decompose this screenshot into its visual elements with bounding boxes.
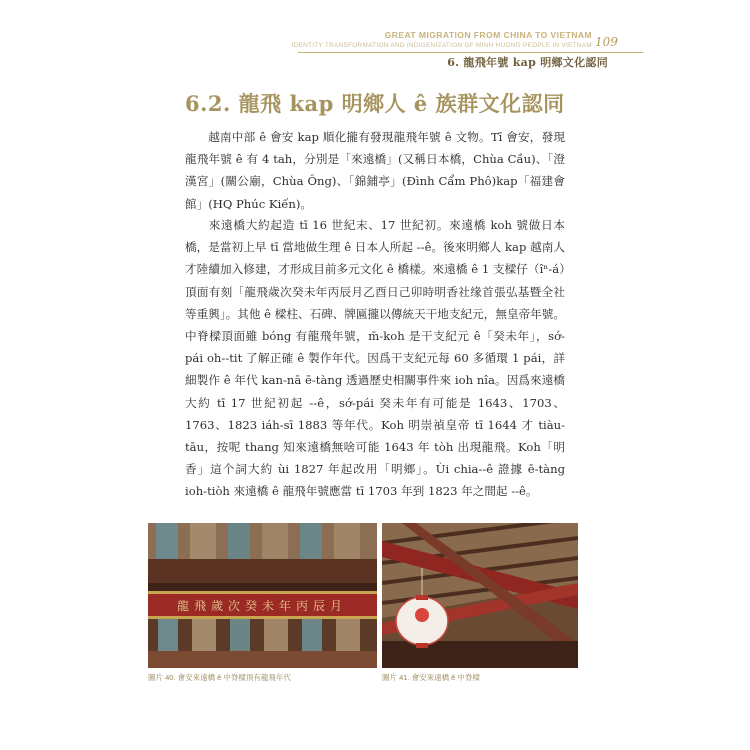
header-rule: [298, 52, 643, 53]
running-title: GREAT MIGRATION FROM CHINA TO VIETNAM: [384, 30, 592, 40]
bridge-ceiling-photo: [382, 523, 578, 668]
figure-40-photo: [148, 523, 377, 668]
paragraph-1-text: 越南中部 ê 會安 kap 順化攏有發現龍飛年號 ê 文物。Tī 會安，發現龍飛年號 ê 有 4 tah，分別是「來遠橋」(又稱日本橋，Chùa Cầu)、「澄漢宮」(關公廟，Chùa Ông)、「錦鋪亭」(Đình Cẩm Phô)kap「福建會館」(HQ Phúc Kiến)。: [185, 130, 565, 211]
figure-41-photo: [382, 523, 578, 668]
figure-40-caption: 圖片 40. 會安來遠橋 ê 中脊樑頂有龍飛年代: [148, 673, 291, 682]
figure-41-caption: 圖片 41. 會安來遠橋 ê 中脊樑: [382, 673, 480, 682]
beam-inscription: 龍飛歲次癸未年丙辰月: [176, 599, 348, 613]
section-heading: 6.2. 龍飛 kap 明鄉人 ê 族群文化認同: [185, 91, 565, 116]
page-header: [0, 0, 750, 80]
ridge-beam-photo: [148, 523, 377, 668]
paragraph-2: [185, 214, 565, 503]
section-tag: 6. 龍飛年號 kap 明鄉文化認同: [447, 56, 608, 69]
running-subtitle: IDENTITY TRANSFORMATION AND INDIGENIZATION OF MINH HUONG PEOPLE IN VIETNAM: [291, 42, 592, 49]
paragraph-2-text: 來遠橋大約起造 tī 16 世紀末、17 世紀初。來遠橋 koh 號做日本橋，是當初上早 tī 當地做生理 ê 日本人所起 --ê。後來明鄉人 kap 越南人才陸續加入修建，才形成目前多元文化 ê 橋樣。來遠橋 ê 1 支樑仔（îⁿ-á）頂面有刻「龍飛歲次癸未年丙辰月乙酉日己卯時明香社缘首張弘基暨全社等重興」。其他 ê 樑柱、石碑、牌匾攏以傳統天干地支紀元，無皇帝年號。中脊樑頂面雖 bóng 有龍飛年號，m̄-koh 是干支紀元 ê「癸未年」，sớ-pái oh--tit 了解正確 ê 製作年代。因爲干支紀元每 60 多循環 1 pái，詳細製作 ê 年代 kan-nā ē-tàng 透過歷史相關事件來 ioh nîa。因爲來遠橋大約 tī 17 世紀初起 --ê，sớ-pái 癸未年有可能是 1643、1703、1763、1823 iáh-sī 1883 等年代。Koh 明崇禎皇帝 tī 1644 才 tiàu-tāu，按呢 thang 知來遠橋無啥可能 1643 年 tòh 出現龍飛。Koh「明香」這个詞大約 ùi 1827 年起改用「明鄉」。Ùi chia--ê 證據 ē-tàng ioh-tiòh 來遠橋 ê 龍飛年號應當 tī 1703 年到 1823 年之間起 --ê。: [185, 218, 565, 499]
paragraph-1: [185, 126, 565, 215]
page-number: 109: [595, 35, 618, 49]
